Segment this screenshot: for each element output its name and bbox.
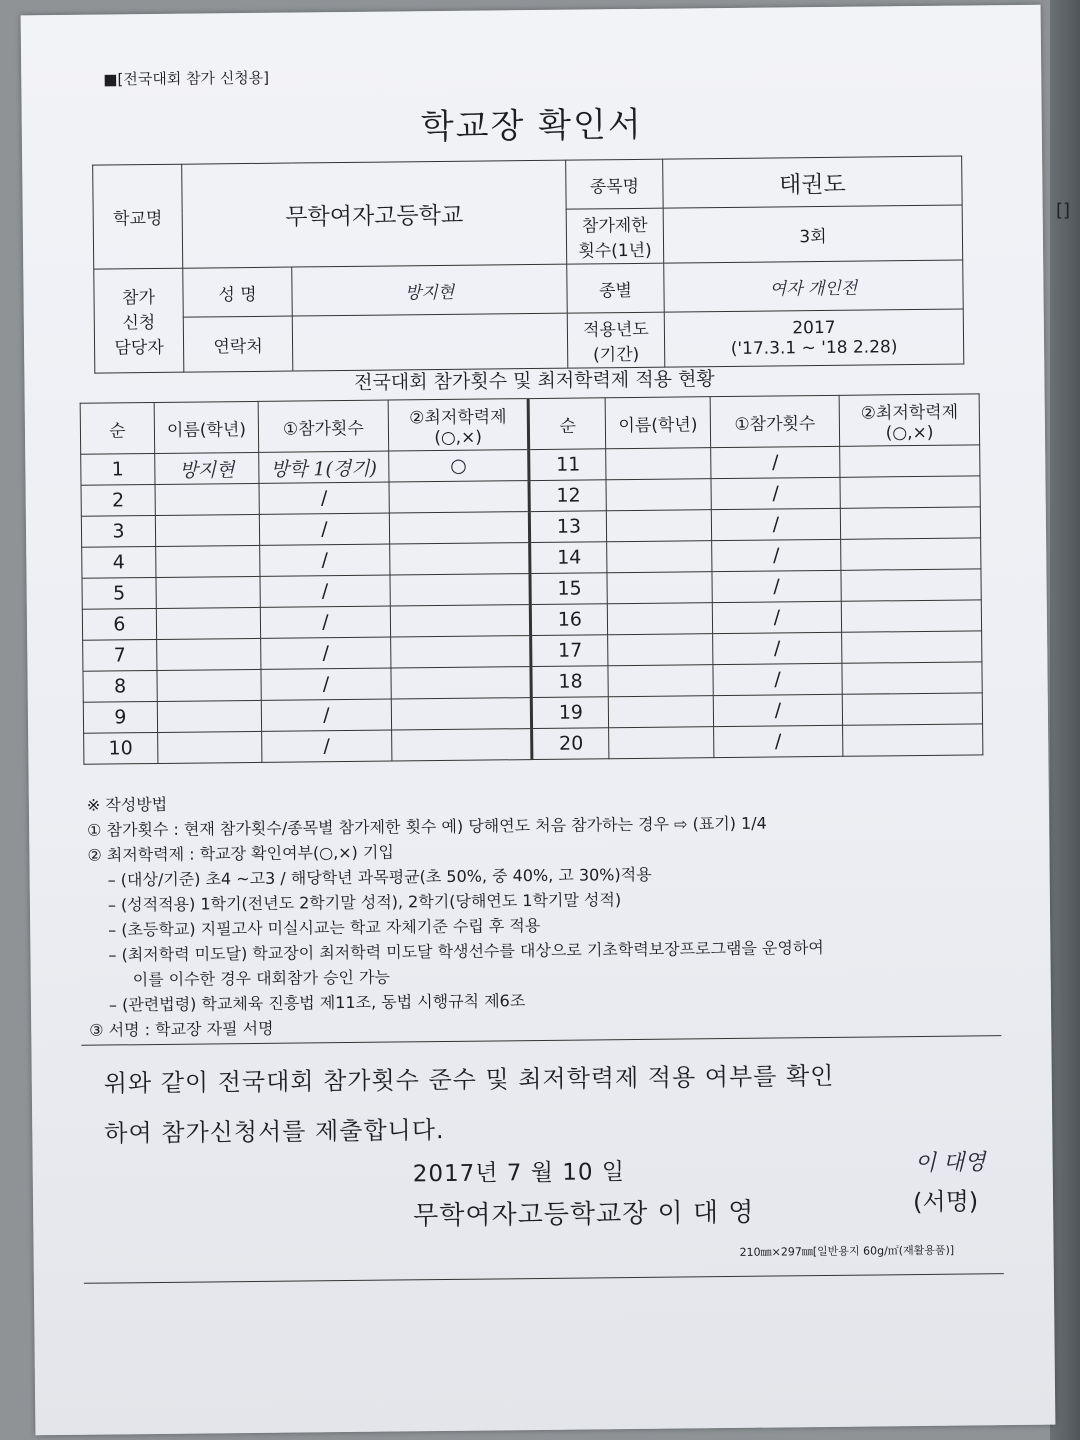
cell-no: 7 <box>83 639 157 671</box>
cell-name <box>156 607 261 639</box>
cell-ox: ○ <box>388 450 529 482</box>
cell-ox <box>842 631 982 663</box>
cell-no: 2 <box>81 484 155 516</box>
statement-line: 하여 참가신청서를 제출합니다. <box>104 1116 445 1148</box>
cell-name <box>157 669 262 701</box>
status-table-body <box>81 445 983 764</box>
background-edge <box>1050 0 1080 1440</box>
statement-line: 위와 같이 전국대회 참가횟수 준수 및 최저학력제 적용 여부를 확인 <box>103 1061 835 1098</box>
cell-ox <box>390 605 531 637</box>
cell-name <box>608 665 713 697</box>
contact-label: 연락처 <box>183 316 293 372</box>
cell-no: 5 <box>82 577 156 609</box>
cell-name <box>156 576 261 608</box>
cell-no: 15 <box>530 573 607 605</box>
school-name: 무학여자고등학교 <box>182 160 567 268</box>
instruction-line: ③ 서명 : 학교장 자필 서명 <box>89 1018 274 1040</box>
status-table <box>80 393 984 764</box>
instructions-list <box>87 808 1019 1043</box>
cell-name <box>608 634 713 666</box>
cell-ox <box>389 481 530 513</box>
cell-count: / <box>261 668 391 700</box>
cell-no: 3 <box>81 515 155 547</box>
cell-count: / <box>710 446 840 478</box>
cell-count: / <box>259 482 389 514</box>
edge-mark: [] <box>1056 200 1071 221</box>
cell-ox <box>389 543 530 575</box>
cell-no: 16 <box>531 604 608 636</box>
instructions <box>87 783 1020 1043</box>
cell-ox <box>391 698 532 730</box>
contact-value <box>292 313 568 371</box>
year-label: 적용년도 (기간) <box>567 312 665 368</box>
cell-no: 20 <box>532 728 609 760</box>
handwritten-signature: 이 대영 <box>914 1150 986 1177</box>
cell-count: / <box>712 632 842 664</box>
col-count: ①참가횟수 <box>710 395 840 447</box>
category-value: 여자 개인전 <box>664 260 963 312</box>
col-ox: ②최저학력제 (○,×) <box>388 399 529 451</box>
cell-ox <box>391 667 532 699</box>
cell-no: 13 <box>530 511 607 543</box>
cell-ox <box>391 729 532 761</box>
cell-ox <box>389 512 530 544</box>
cell-name <box>155 514 260 546</box>
cell-count: / <box>711 508 841 540</box>
year-value: 2017 ('17.3.1 ~ '18 2.28) <box>664 309 964 367</box>
info-table <box>92 156 964 374</box>
cell-name <box>158 731 263 763</box>
cell-no: 10 <box>84 732 158 764</box>
status-title: 전국대회 참가횟수 및 최저학력제 적용 현황 <box>354 368 715 394</box>
cell-count: 방학 1(경기) <box>259 451 389 483</box>
cell-ox <box>841 538 981 570</box>
instruction-line: – (최저학력 미도달) 학교장이 최저학력 미도달 학생선수를 대상으로 기초학력보장프로그램을 운영하여 <box>108 938 824 965</box>
cell-count: / <box>711 477 841 509</box>
cell-no: 6 <box>82 608 156 640</box>
cell-count: / <box>262 730 392 762</box>
instruction-line: – (초등학교) 지필고사 미실시교는 학교 자체기준 수립 후 적용 <box>108 915 541 940</box>
cell-ox <box>390 574 531 606</box>
instruction-line: – (대상/기준) 초4 ~고3 / 해당학년 과목평균(초 50%, 중 40%, 고 30%)적용 <box>107 864 652 890</box>
cell-ox <box>840 445 980 477</box>
instruction-line: – (관련법령) 학교체육 진흥법 제11조, 동법 시행규칙 제6조 <box>108 991 526 1015</box>
col-name: 이름(학년) <box>606 397 711 449</box>
cell-ox <box>841 507 981 539</box>
school-label: 학교명 <box>93 164 183 269</box>
cell-count: / <box>261 699 391 731</box>
divider <box>84 1273 1004 1284</box>
paper-spec: 210㎜×297㎜[일반용지 60g/㎡(재활용품)] <box>739 1243 955 1259</box>
col-no: 순 <box>529 398 606 450</box>
col-no: 순 <box>80 403 154 455</box>
cell-name <box>156 545 261 577</box>
cell-name <box>609 696 714 728</box>
cell-count: / <box>712 601 842 633</box>
instruction-line: ① 참가횟수 : 현재 참가횟수/종목별 참가제한 횟수 예) 당해연도 처음 참가하는 경우 ⇨ (표기) 1/4 <box>87 813 767 840</box>
instruction-line: – (성적적용) 1학기(전년도 2학기말 성적), 2학기(당해연도 1학기말 성적) <box>107 890 622 915</box>
principal-name: 무학여자고등학교장 이 대 영 <box>413 1197 755 1232</box>
limit-label: 참가제한 횟수(1년) <box>566 208 664 264</box>
cell-count: / <box>713 694 843 726</box>
cell-count: / <box>713 725 843 757</box>
cell-no: 17 <box>531 635 608 667</box>
cell-name <box>155 483 260 515</box>
signature-label: (서명) <box>912 1187 979 1217</box>
cell-no: 4 <box>82 546 156 578</box>
cell-no: 14 <box>530 542 607 574</box>
form-tag: ■[전국대회 참가 신청용] <box>103 68 270 89</box>
category-label: 종별 <box>567 263 665 313</box>
cell-count: / <box>711 539 841 571</box>
cell-no: 8 <box>83 670 157 702</box>
cell-ox <box>390 636 531 668</box>
cell-no: 18 <box>531 666 608 698</box>
cell-count: / <box>260 606 390 638</box>
cell-name <box>607 541 712 573</box>
cell-no: 1 <box>81 454 155 486</box>
cell-ox <box>843 724 983 756</box>
cell-name <box>157 638 262 670</box>
cell-no: 19 <box>532 697 609 729</box>
event-label: 종목명 <box>566 159 664 209</box>
cell-ox <box>842 662 982 694</box>
cell-name: 방지현 <box>155 452 260 484</box>
cell-count: / <box>712 570 842 602</box>
cell-name <box>609 727 714 759</box>
cell-count: / <box>260 575 390 607</box>
col-count: ①참가횟수 <box>258 400 388 452</box>
cell-name <box>157 700 262 732</box>
limit-value: 3회 <box>663 205 963 263</box>
cell-ox <box>840 476 980 508</box>
cell-no: 9 <box>83 701 157 733</box>
cell-name <box>606 448 711 480</box>
col-name: 이름(학년) <box>154 401 259 453</box>
cell-name <box>606 479 711 511</box>
event-value: 태권도 <box>663 156 962 208</box>
name-value: 방지현 <box>292 264 567 316</box>
document-page <box>21 5 1056 1436</box>
document-title: 학교장 확인서 <box>420 104 643 148</box>
statement <box>104 1049 1005 1158</box>
manager-label: 참가 신청 담당자 <box>94 268 184 373</box>
cell-ox <box>842 600 982 632</box>
cell-name <box>607 510 712 542</box>
instructions-heading: ※ 작성방법 <box>86 794 168 815</box>
cell-no: 12 <box>529 480 606 512</box>
instruction-line: ② 최저학력제 : 학교장 확인여부(○,×) 기입 <box>87 842 394 865</box>
cell-count: / <box>261 637 391 669</box>
name-label: 성 명 <box>183 267 293 317</box>
cell-count: / <box>260 544 390 576</box>
cell-no: 11 <box>529 449 606 481</box>
col-ox: ②최저학력제 (○,×) <box>839 394 979 446</box>
cell-count: / <box>713 663 843 695</box>
cell-count: / <box>259 513 389 545</box>
cell-name <box>607 572 712 604</box>
cell-name <box>608 603 713 635</box>
cell-ox <box>842 693 982 725</box>
date: 2017년 7 월 10 일 <box>412 1159 626 1188</box>
cell-ox <box>841 569 981 601</box>
instruction-line: 이를 이수한 경우 대회참가 승인 가능 <box>132 967 391 990</box>
